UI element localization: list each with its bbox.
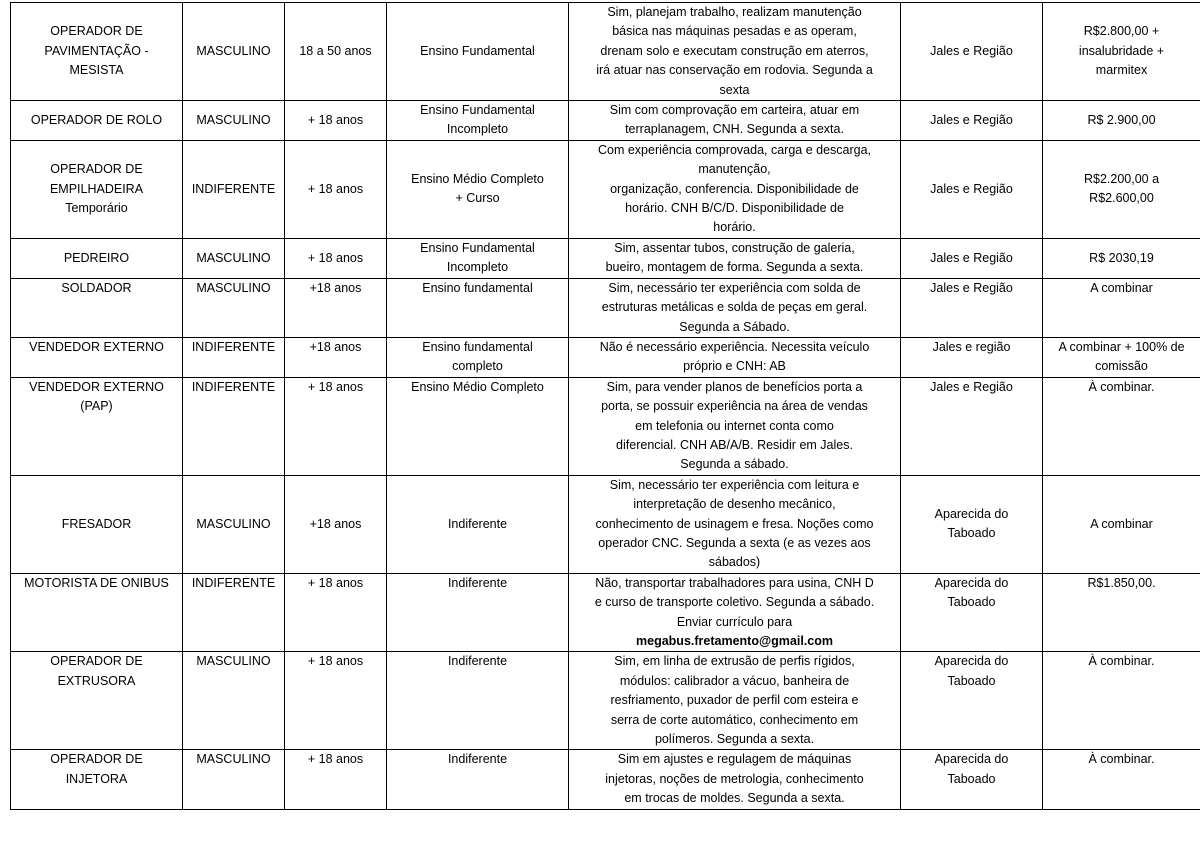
cell-line: Aparecida do	[934, 654, 1009, 669]
cell-line: módulos: calibrador a vácuo, banheira de	[619, 673, 850, 688]
cell-line: Taboado	[947, 595, 996, 610]
cell-line: FRESADOR	[61, 516, 132, 531]
cell-line: serra de corte automático, conhecimento em	[610, 712, 859, 727]
cell-sexo	[183, 278, 285, 337]
cell-line: comissão	[1095, 359, 1148, 374]
cell-line: Sim, em linha de extrusão de perfis rígidos,	[614, 654, 855, 669]
cell-escolaridade	[387, 750, 569, 809]
cell-experiencia	[569, 377, 901, 475]
cell-escolaridade	[387, 278, 569, 337]
cell-line: Não é necessário experiência. Necessita veículo	[599, 339, 870, 354]
cell-text: +18 anos	[309, 280, 362, 295]
cell-experiencia	[569, 573, 901, 652]
cell-local	[901, 140, 1043, 238]
cell-salario	[1043, 652, 1200, 750]
cell-escolaridade	[387, 140, 569, 238]
cell-text: 18 a 50 anos	[299, 43, 372, 58]
cell-line: Ensino Médio Completo	[411, 171, 544, 186]
cell-text: MASCULINO	[196, 516, 271, 531]
cell-text: + 18 anos	[307, 112, 364, 127]
cell-escolaridade	[387, 475, 569, 573]
cell-text: INDIFERENTE	[191, 575, 276, 590]
cell-line: PEDREIRO	[63, 250, 130, 265]
cell-line: sexta	[719, 82, 750, 97]
cell-sexo	[183, 475, 285, 573]
email-address: megabus.fretamento@gmail.com	[636, 634, 833, 648]
cell-line: Sim com comprovação em carteira, atuar em	[609, 103, 860, 118]
cell-cargo	[11, 140, 183, 238]
cell-line: R$1.850,00.	[1087, 575, 1156, 590]
cell-cargo	[11, 750, 183, 809]
cell-line: horário.	[713, 220, 756, 235]
cell-line: Taboado	[947, 673, 996, 688]
cell-text: MASCULINO	[196, 112, 271, 127]
cell-text: + 18 anos	[307, 654, 364, 669]
cell-experiencia	[569, 140, 901, 238]
cell-text: INDIFERENTE	[191, 379, 276, 394]
table-row	[11, 278, 1200, 337]
cell-text: INDIFERENTE	[191, 339, 276, 354]
cell-line: EMPILHADEIRA	[49, 181, 144, 196]
cell-text: + 18 anos	[307, 752, 364, 767]
table-row	[11, 101, 1200, 141]
cell-idade	[285, 3, 387, 101]
cell-line: Com experiência comprovada, carga e descarga,	[597, 142, 872, 157]
cell-line: Aparecida do	[934, 575, 1009, 590]
cell-line: em telefonia ou internet conta como	[635, 418, 834, 433]
cell-text: MASCULINO	[196, 43, 271, 58]
cell-experiencia	[569, 3, 901, 101]
cell-line: R$ 2.900,00	[1087, 112, 1156, 127]
cell-sexo	[183, 573, 285, 652]
cell-text: +18 anos	[309, 516, 362, 531]
cell-idade	[285, 238, 387, 278]
cell-line: Sim, necessário ter experiência com leitura e	[609, 477, 860, 492]
cell-text: MASCULINO	[196, 752, 271, 767]
cell-line: organização, conferencia. Disponibilidade de	[610, 181, 859, 196]
cell-salario	[1043, 101, 1200, 141]
cell-line: À combinar.	[1088, 752, 1155, 767]
cell-line: manutenção,	[698, 162, 771, 177]
cell-sexo	[183, 140, 285, 238]
cell-salario	[1043, 377, 1200, 475]
cell-sexo	[183, 377, 285, 475]
cell-local	[901, 750, 1043, 809]
cell-local	[901, 3, 1043, 101]
cell-cargo	[11, 101, 183, 141]
cell-salario	[1043, 140, 1200, 238]
cell-line: OPERADOR DE ROLO	[30, 112, 163, 127]
cell-line: Enviar currículo para	[676, 614, 793, 629]
table-row	[11, 140, 1200, 238]
cell-line: Taboado	[947, 771, 996, 786]
cell-line: + Curso	[455, 191, 500, 206]
cell-line: interpretação de desenho mecânico,	[633, 497, 836, 512]
cell-line: polímeros. Segunda a sexta.	[654, 732, 815, 747]
cell-cargo	[11, 238, 183, 278]
cell-escolaridade	[387, 652, 569, 750]
cell-salario	[1043, 238, 1200, 278]
cell-line: Taboado	[947, 526, 996, 541]
cell-line: Segunda a sábado.	[680, 457, 789, 472]
table-row	[11, 750, 1200, 809]
cell-sexo	[183, 101, 285, 141]
cell-line: SOLDADOR	[61, 280, 132, 295]
cell-experiencia	[569, 278, 901, 337]
cell-local	[901, 337, 1043, 377]
cell-line: A combinar	[1090, 280, 1153, 295]
cell-sexo	[183, 652, 285, 750]
cell-line: PAVIMENTAÇÃO -	[44, 43, 149, 58]
cell-text: MASCULINO	[196, 250, 271, 265]
cell-line: Ensino Fundamental	[420, 103, 535, 118]
table-row	[11, 377, 1200, 475]
cell-line: Não, transportar trabalhadores para usina, CNH D	[595, 575, 874, 590]
table-row	[11, 238, 1200, 278]
cell-cargo	[11, 3, 183, 101]
cell-escolaridade	[387, 573, 569, 652]
cell-line: conhecimento de usinagem e fresa. Noções como	[595, 516, 874, 531]
cell-line: diferencial. CNH AB/A/B. Residir em Jales.	[616, 437, 853, 452]
cell-escolaridade	[387, 101, 569, 141]
cell-line: A combinar + 100% de	[1058, 339, 1185, 354]
cell-text: MASCULINO	[196, 280, 271, 295]
cell-text: + 18 anos	[307, 250, 364, 265]
cell-line: estruturas metálicas e solda de peças em geral.	[601, 300, 868, 315]
cell-line: Incompleto	[446, 122, 509, 137]
cell-local	[901, 377, 1043, 475]
cell-idade	[285, 652, 387, 750]
cell-line: Ensino Médio Completo	[411, 379, 544, 394]
table-row	[11, 652, 1200, 750]
cell-text: + 18 anos	[307, 575, 364, 590]
cell-sexo	[183, 238, 285, 278]
cell-line: EXTRUSORA	[57, 673, 136, 688]
cell-line: R$2.200,00 a	[1083, 171, 1160, 186]
cell-line: Ensino Fundamental	[420, 43, 535, 58]
cell-line: Ensino Fundamental	[420, 240, 535, 255]
cell-line: À combinar.	[1088, 654, 1155, 669]
cell-cargo	[11, 652, 183, 750]
cell-line: Jales e Região	[930, 250, 1013, 265]
cell-cargo	[11, 337, 183, 377]
cell-line: sábados)	[708, 555, 761, 570]
cell-line: básica nas máquinas pesadas e as operam,	[612, 24, 857, 39]
cell-cargo	[11, 278, 183, 337]
cell-line: Sim, necessário ter experiência com solda de	[608, 280, 861, 295]
cell-line: bueiro, montagem de forma. Segunda a sexta.	[605, 260, 864, 275]
cell-line: Aparecida do	[934, 506, 1009, 521]
cell-cargo	[11, 475, 183, 573]
cell-salario	[1043, 750, 1200, 809]
cell-line: Jales e Região	[930, 181, 1013, 196]
cell-line: OPERADOR DE	[50, 24, 143, 39]
cell-line: operador CNC. Segunda a sexta (e as vezes aos	[598, 535, 871, 550]
cell-line: VENDEDOR EXTERNO	[29, 379, 164, 394]
cell-line: Sim, assentar tubos, construção de galeria,	[614, 240, 855, 255]
cell-salario	[1043, 278, 1200, 337]
cell-experiencia	[569, 101, 901, 141]
cell-sexo	[183, 750, 285, 809]
cell-line: R$ 2030,19	[1089, 250, 1154, 265]
cell-line: irá atuar nas conservação em rodovia. Segunda a	[596, 63, 873, 78]
cell-escolaridade	[387, 377, 569, 475]
cell-idade	[285, 377, 387, 475]
cell-salario	[1043, 3, 1200, 101]
cell-line: Sim, para vender planos de benefícios porta a	[606, 379, 863, 394]
cell-text: + 18 anos	[307, 181, 364, 196]
cell-line: A combinar	[1090, 516, 1153, 531]
cell-line: Sim em ajustes e regulagem de máquinas	[617, 752, 852, 767]
cell-line: drenam solo e executam construção em aterros,	[600, 43, 869, 58]
cell-line: marmitex	[1095, 63, 1148, 78]
cell-line: (PAP)	[80, 399, 113, 414]
cell-idade	[285, 101, 387, 141]
cell-line: Jales e Região	[930, 379, 1013, 394]
cell-line: e curso de transporte coletivo. Segunda a sábado.	[594, 595, 875, 610]
cell-idade	[285, 278, 387, 337]
cell-sexo	[183, 337, 285, 377]
cell-line: resfriamento, puxador de perfil com esteira e	[610, 693, 859, 708]
cell-line: Sim, planejam trabalho, realizam manutenção	[607, 5, 862, 19]
table-row	[11, 3, 1200, 101]
cell-line: MESISTA	[69, 63, 124, 78]
cell-line: em trocas de moldes. Segunda a sexta.	[624, 791, 845, 806]
cell-line: Incompleto	[446, 260, 509, 275]
cell-line: Jales e região	[932, 339, 1011, 354]
cell-line: injetoras, noções de metrologia, conhecimento	[605, 771, 864, 786]
cell-idade	[285, 573, 387, 652]
cell-line: Indiferente	[447, 516, 508, 531]
cell-line: porta, se possuir experiência na área de vendas	[601, 399, 868, 414]
cell-line: VENDEDOR EXTERNO	[29, 339, 164, 354]
cell-local	[901, 238, 1043, 278]
cell-salario	[1043, 573, 1200, 652]
cell-line: À combinar.	[1088, 379, 1155, 394]
cell-line: Ensino fundamental	[422, 280, 533, 295]
cell-local	[901, 278, 1043, 337]
cell-line: Indiferente	[447, 752, 508, 767]
cell-idade	[285, 140, 387, 238]
cell-text: +18 anos	[309, 339, 362, 354]
cell-line: Temporário	[65, 201, 128, 216]
cell-experiencia	[569, 652, 901, 750]
cell-line: Segunda a Sábado.	[679, 319, 790, 334]
cell-line: R$2.600,00	[1089, 191, 1154, 206]
cell-local	[901, 101, 1043, 141]
cell-line: OPERADOR DE	[50, 162, 143, 177]
cell-escolaridade	[387, 238, 569, 278]
cell-line: Jales e Região	[930, 280, 1013, 295]
cell-line: OPERADOR DE	[50, 752, 143, 767]
cell-line: OPERADOR DE	[50, 654, 143, 669]
cell-text: + 18 anos	[307, 379, 364, 394]
cell-cargo	[11, 573, 183, 652]
cell-line: horário. CNH B/C/D. Disponibilidade de	[625, 201, 844, 216]
cell-experiencia	[569, 750, 901, 809]
cell-sexo	[183, 3, 285, 101]
cell-escolaridade	[387, 3, 569, 101]
cell-experiencia	[569, 337, 901, 377]
cell-experiencia	[569, 475, 901, 573]
table-row	[11, 337, 1200, 377]
cell-local	[901, 652, 1043, 750]
cell-line: próprio e CNH: AB	[683, 359, 786, 374]
cell-local	[901, 573, 1043, 652]
cell-line: Indiferente	[447, 575, 508, 590]
cell-idade	[285, 475, 387, 573]
cell-cargo	[11, 377, 183, 475]
cell-escolaridade	[387, 337, 569, 377]
cell-salario	[1043, 475, 1200, 573]
cell-line: INJETORA	[65, 771, 128, 786]
cell-local	[901, 475, 1043, 573]
cell-line: terraplanagem, CNH. Segunda a sexta.	[625, 122, 844, 137]
cell-line: completo	[452, 359, 503, 374]
cell-line: Jales e Região	[930, 112, 1013, 127]
job-listings-table	[10, 2, 1200, 810]
cell-line: Indiferente	[447, 654, 508, 669]
cell-line: MOTORISTA DE ONIBUS	[24, 575, 169, 590]
cell-line: Jales e Região	[930, 43, 1013, 58]
cell-idade	[285, 750, 387, 809]
table-row	[11, 573, 1200, 652]
cell-experiencia	[569, 238, 901, 278]
cell-salario	[1043, 337, 1200, 377]
cell-text: MASCULINO	[196, 654, 271, 669]
cell-idade	[285, 337, 387, 377]
cell-line: insalubridade +	[1078, 43, 1165, 58]
cell-line: Ensino fundamental	[422, 339, 533, 354]
cell-line: R$2.800,00 +	[1083, 24, 1160, 39]
cell-text: INDIFERENTE	[191, 181, 276, 196]
cell-line: Aparecida do	[934, 752, 1009, 767]
table-row	[11, 475, 1200, 573]
